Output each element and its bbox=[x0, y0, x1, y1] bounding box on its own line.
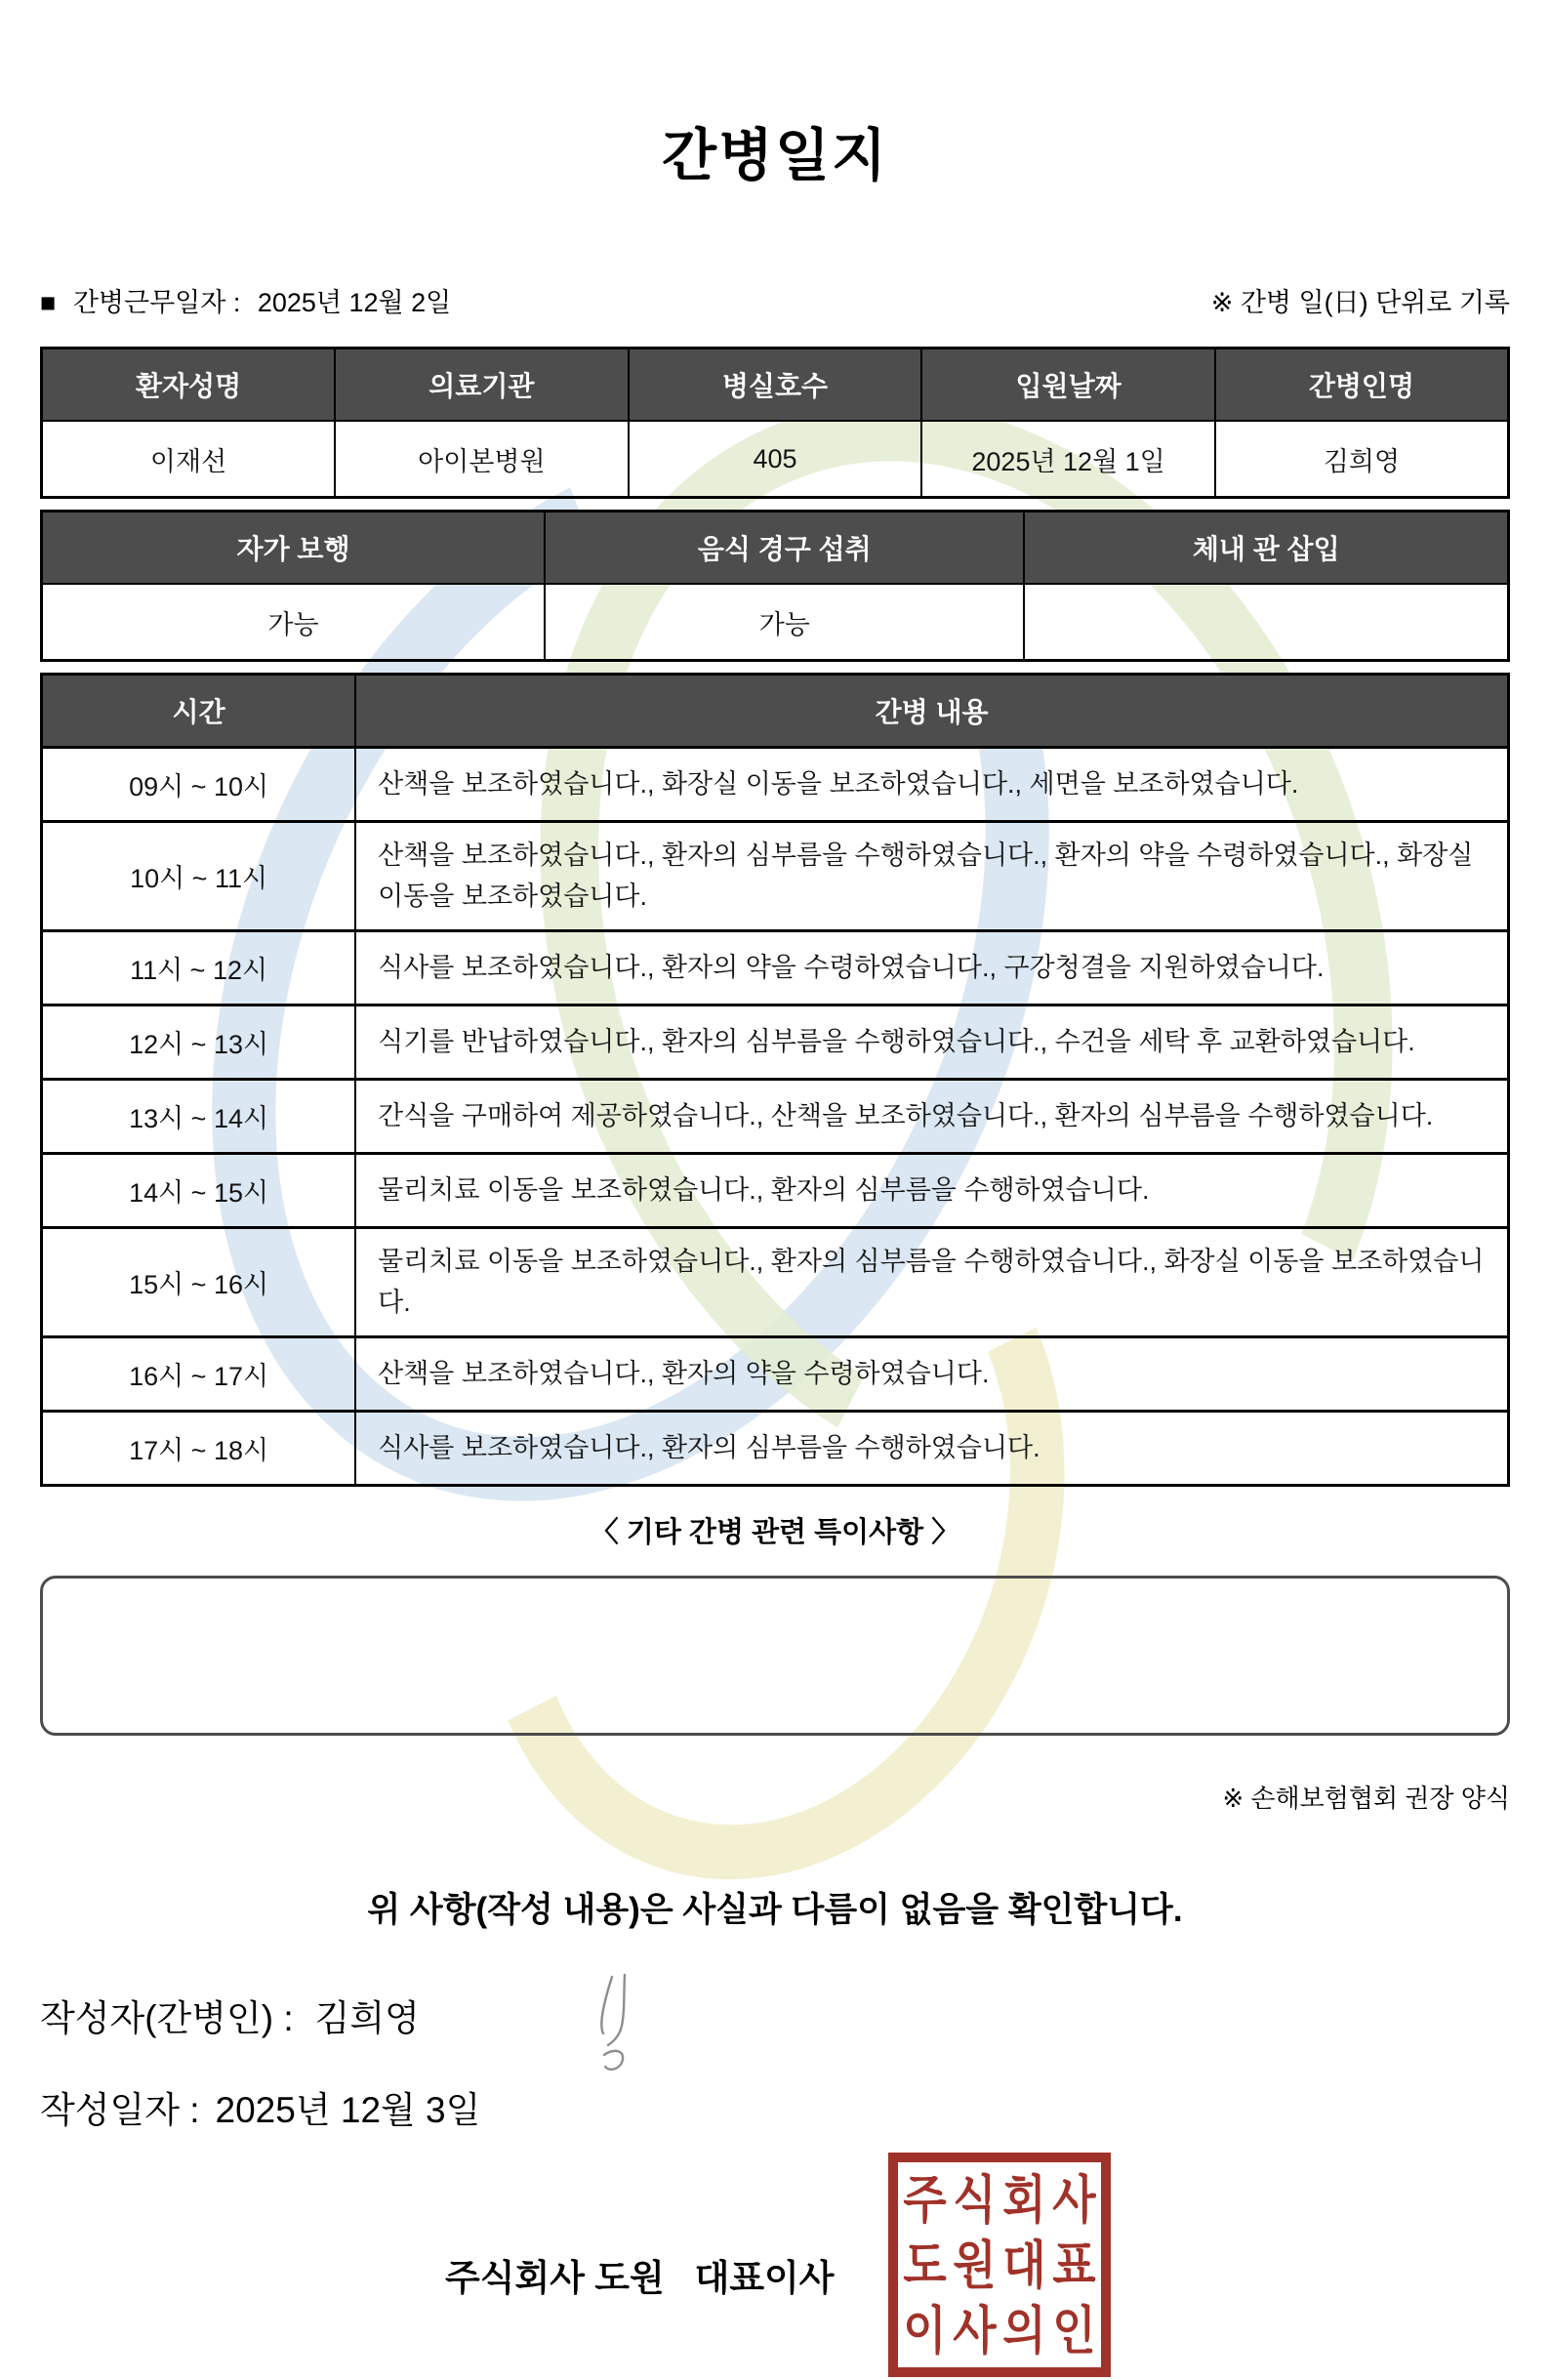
confirmation-statement: 위 사항(작성 내용)은 사실과 다름이 없음을 확인합니다. bbox=[367, 1891, 1183, 1929]
signature-handwriting bbox=[579, 1973, 653, 2074]
patient-info-table bbox=[40, 347, 1510, 499]
cell-time: 14시 ~ 15시 bbox=[42, 1154, 356, 1228]
page-title: 간병일지 bbox=[661, 124, 889, 187]
notes-box bbox=[40, 1576, 1510, 1736]
stamp-char: 표 bbox=[1052, 2236, 1096, 2294]
care-log-row bbox=[42, 1080, 1509, 1154]
stamp-char: 대 bbox=[1002, 2236, 1046, 2294]
corporate-seal-stamp bbox=[888, 2153, 1111, 2377]
cell-self-walking: 가능 bbox=[42, 584, 546, 661]
care-log-row bbox=[42, 1412, 1509, 1486]
care-log-row bbox=[42, 822, 1509, 931]
work-date-value: 2025년 12월 2일 bbox=[257, 288, 452, 317]
cell-time: 09시 ~ 10시 bbox=[42, 748, 356, 822]
stamp-char: 사 bbox=[953, 2301, 997, 2360]
cell-time: 16시 ~ 17시 bbox=[42, 1337, 356, 1412]
writer-name: 김희영 bbox=[314, 1998, 420, 2038]
header-room-number: 병실호수 bbox=[629, 349, 922, 422]
header-care-content: 간병 내용 bbox=[355, 675, 1508, 748]
written-date-line bbox=[40, 2080, 1510, 2133]
writer-line bbox=[40, 1989, 1510, 2041]
header-patient-name: 환자성명 bbox=[42, 349, 336, 422]
cell-room-number: 405 bbox=[629, 421, 922, 498]
writer-label: 작성자(간병인) : bbox=[40, 1998, 294, 2038]
cell-care-content: 식사를 보조하였습니다., 환자의 약을 수령하였습니다., 구강청결을 지원하였습니다. bbox=[355, 931, 1508, 1005]
work-date-label: 간병근무일자 : bbox=[72, 288, 241, 317]
cell-care-content: 산책을 보조하였습니다., 화장실 이동을 보조하였습니다., 세면을 보조하였습니다. bbox=[355, 748, 1508, 822]
cell-care-content: 식사를 보조하였습니다., 환자의 심부름을 수행하였습니다. bbox=[355, 1412, 1508, 1486]
header-oral-intake: 음식 경구 섭취 bbox=[545, 512, 1024, 585]
stamp-char: 의 bbox=[1002, 2301, 1046, 2360]
notes-heading: 〈 기타 간병 관련 특이사항 〉 bbox=[590, 1517, 960, 1548]
patient-status-table bbox=[40, 510, 1510, 662]
header-self-walking: 자가 보행 bbox=[42, 512, 546, 585]
stamp-char: 회 bbox=[1002, 2169, 1046, 2229]
care-log-row bbox=[42, 931, 1509, 1005]
cell-time: 10시 ~ 11시 bbox=[42, 822, 356, 931]
cell-time: 13시 ~ 14시 bbox=[42, 1080, 356, 1154]
cell-care-content: 식기를 반납하였습니다., 환자의 심부름을 수행하였습니다., 수건을 세탁 후 교환하였습니다. bbox=[355, 1005, 1508, 1080]
cell-patient-name: 이재선 bbox=[42, 421, 336, 498]
square-bullet-icon: ■ bbox=[40, 288, 57, 317]
patient-info-value-row bbox=[42, 421, 1509, 498]
stamp-char: 이 bbox=[903, 2301, 947, 2360]
daily-record-note: ※ 간병 일(日) 단위로 기록 bbox=[1210, 288, 1510, 317]
cell-care-content: 산책을 보조하였습니다., 환자의 심부름을 수행하였습니다., 환자의 약을 수령하였습니다., 화장실 이동을 보조하였습니다. bbox=[355, 822, 1508, 931]
cell-care-content: 물리치료 이동을 보조하였습니다., 환자의 심부름을 수행하였습니다. bbox=[355, 1154, 1508, 1228]
written-date-label: 작성일자 : bbox=[40, 2090, 200, 2130]
form-note: ※ 손해보험협회 권장 양식 bbox=[1222, 1784, 1510, 1813]
status-value-row bbox=[42, 584, 1509, 661]
cell-time: 12시 ~ 13시 bbox=[42, 1005, 356, 1080]
cell-care-content: 산책을 보조하였습니다., 환자의 약을 수령하였습니다. bbox=[355, 1337, 1508, 1412]
stamp-char: 원 bbox=[953, 2236, 997, 2294]
care-log-row bbox=[42, 1337, 1509, 1412]
care-log-row bbox=[42, 1154, 1509, 1228]
stamp-char: 도 bbox=[903, 2236, 947, 2294]
header-medical-institution: 의료기관 bbox=[335, 349, 629, 422]
cell-care-content: 간식을 구매하여 제공하였습니다., 산책을 보조하였습니다., 환자의 심부름을 수행하였습니다. bbox=[355, 1080, 1508, 1154]
cell-time: 15시 ~ 16시 bbox=[42, 1228, 356, 1337]
status-header-row bbox=[42, 512, 1509, 585]
cell-admission-date: 2025년 12월 1일 bbox=[921, 421, 1215, 498]
header-time: 시간 bbox=[42, 675, 356, 748]
stamp-char: 인 bbox=[1052, 2301, 1096, 2360]
care-log-row bbox=[42, 1228, 1509, 1337]
stamp-char: 사 bbox=[1052, 2169, 1096, 2229]
cell-time: 17시 ~ 18시 bbox=[42, 1412, 356, 1486]
stamp-char: 주 bbox=[903, 2169, 947, 2229]
company-title: 주식회사 도원 대표이사 bbox=[445, 2258, 835, 2298]
cell-medical-institution: 아이본병원 bbox=[335, 421, 629, 498]
work-date-line bbox=[40, 281, 461, 319]
header-caregiver-name: 간병인명 bbox=[1215, 349, 1509, 422]
cell-tube-insertion bbox=[1024, 584, 1508, 661]
stamp-char: 식 bbox=[953, 2169, 997, 2229]
header-admission-date: 입원날짜 bbox=[921, 349, 1215, 422]
company-seal-row bbox=[40, 2151, 1510, 2380]
care-log-row bbox=[42, 748, 1509, 822]
patient-info-header-row bbox=[42, 349, 1509, 422]
header-tube-insertion: 체내 관 삽입 bbox=[1024, 512, 1508, 585]
written-date-value: 2025년 12월 3일 bbox=[215, 2090, 481, 2130]
cell-time: 11시 ~ 12시 bbox=[42, 931, 356, 1005]
cell-care-content: 물리치료 이동을 보조하였습니다., 환자의 심부름을 수행하였습니다., 화장실 이동을 보조하였습니다. bbox=[355, 1228, 1508, 1337]
cell-oral-intake: 가능 bbox=[545, 584, 1024, 661]
cell-caregiver-name: 김희영 bbox=[1215, 421, 1509, 498]
care-log-table bbox=[40, 673, 1510, 1487]
meta-row bbox=[40, 281, 1510, 319]
care-log-row bbox=[42, 1005, 1509, 1080]
care-log-header-row bbox=[42, 675, 1509, 748]
